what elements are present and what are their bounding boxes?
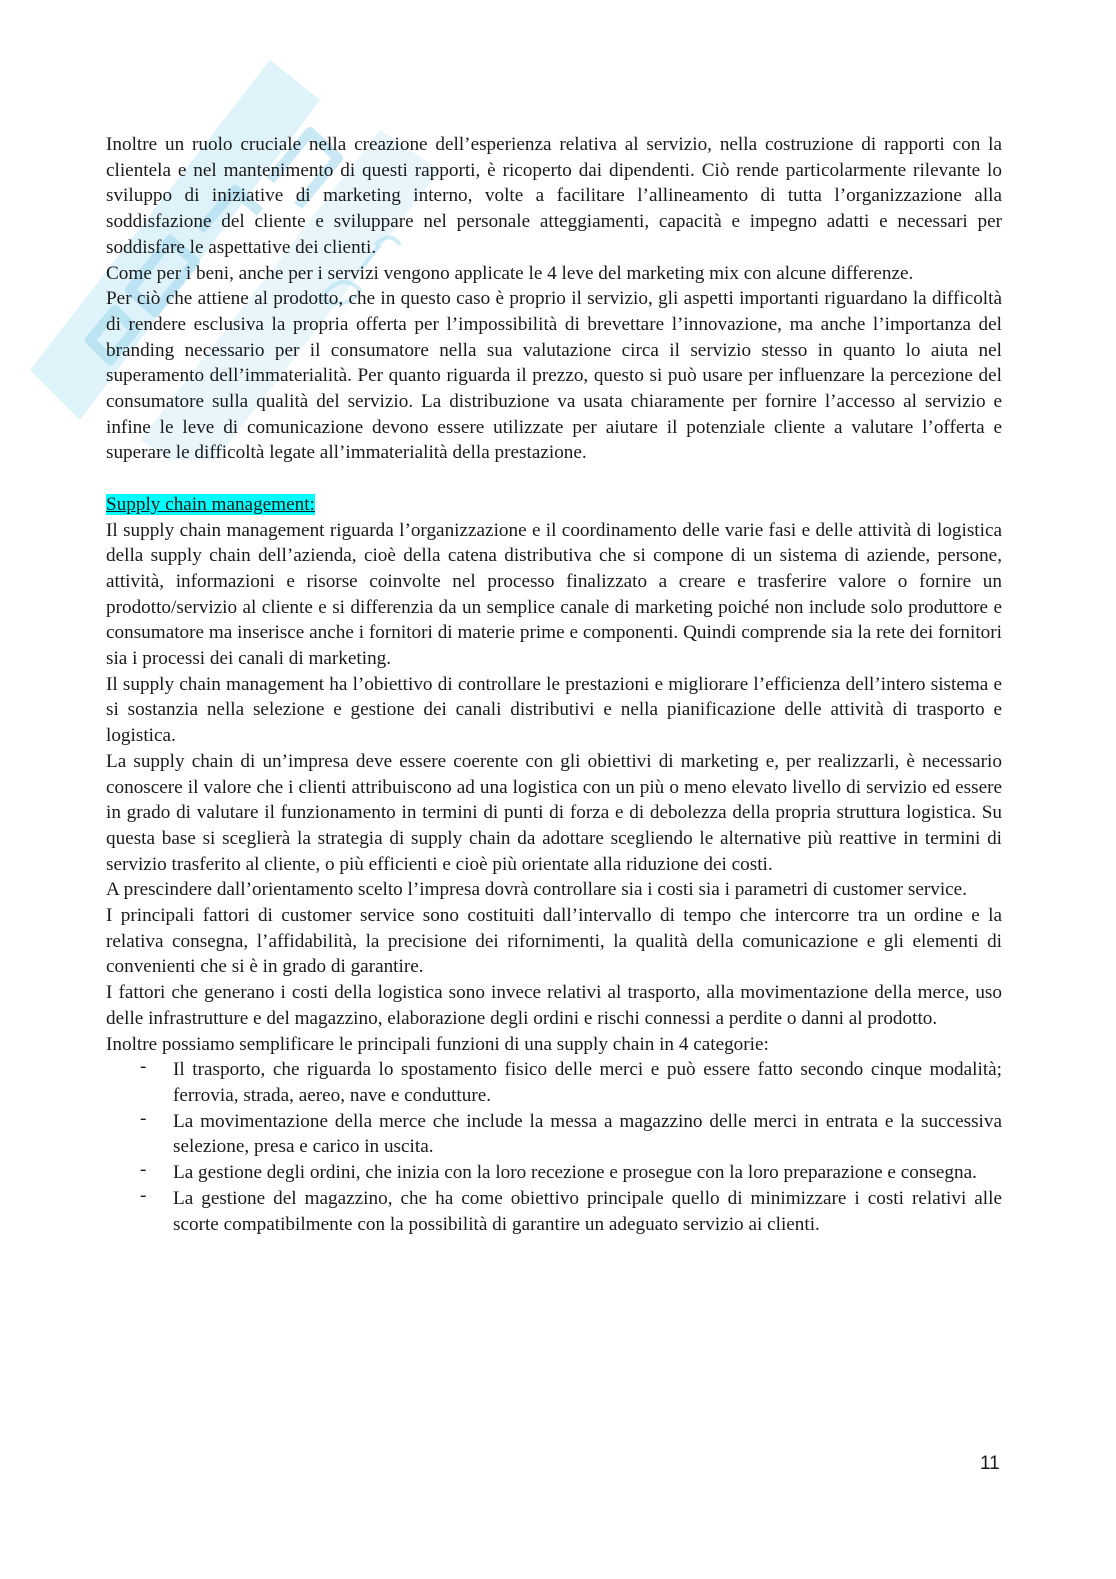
paragraph: Inoltre un ruolo cruciale nella creazione dell’esperienza relativa al servizio, nella costruzione di rapporti con la clientela e nel mantenimento di questi rapporti, è ricoperto dai dipendenti. Ciò rende particolarmente rilevante lo sviluppo di iniziative di marketing interno, volte a facilitare l’allineamento di tutta l’organizzazione alla soddisfazione del cliente e sviluppare nel personale atteggiamenti, capacità e impegno adatti e necessari per soddisfare le aspettative dei clienti. xyxy=(106,134,1002,258)
blank-line xyxy=(106,466,1002,492)
list-item-text: Il trasporto, che riguarda lo spostamento fisico delle merci e può essere fatto secondo cinque modalità; ferrovia, strada, aereo, nave e condutture. xyxy=(173,1059,1002,1106)
section-heading-highlight: Supply chain management: xyxy=(106,493,315,515)
paragraph: Il supply chain management riguarda l’organizzazione e il coordinamento delle varie fasi e delle attività di logistica della supply chain dell’azienda, cioè della catena distributiva che si compone di un sistema di aziende, persone, attività, informazioni e risorse coinvolte nel processo finalizzato a creare e trasferire valore o fornire un prodotto/servizio al cliente e si differenzia da un semplice canale di marketing poiché non include solo produttore e consumatore ma inserisce anche i fornitori di materie prime e componenti. Quindi comprende sia la rete dei fornitori sia i processi dei canali di marketing. xyxy=(106,519,1002,670)
paragraph: La supply chain di un’impresa deve essere coerente con gli obiettivi di marketing e, per realizzarli, è necessario conoscere il valore che i clienti attribuiscono ad una logistica con un più o meno elevato livello di servizio ed essere in grado di valutare il funzionamento in termini di punti di forza e di debolezza della propria struttura logistica. Su questa base si sceglierà la strategia di supply chain da adottare scegliendo le alternative più reattive in termini di servizio trasferito al cliente, o più efficienti e cioè più orientate alla riduzione dei costi. xyxy=(106,750,1002,875)
list-item-text: La gestione degli ordini, che inizia con la loro recezione e prosegue con la loro preparazione e consegna. xyxy=(173,1162,977,1184)
section-heading xyxy=(106,492,1002,518)
list-item-text: La gestione del magazzino, che ha come obiettivo principale quello di minimizzare i costi relativi alle scorte compatibilmente con la possibilità di garantire un adeguato servizio ai clienti. xyxy=(173,1187,1002,1235)
bullet-dash: - xyxy=(140,1056,147,1078)
paragraph: A prescindere dall’orientamento scelto l’impresa dovrà controllare sia i costi sia i parametri di customer service. xyxy=(106,879,967,901)
paragraph: I principali fattori di customer service sono costituiti dall’intervallo di tempo che intercorre tra un ordine e la relativa consegna, l’affidabilità, la precisione dei rifornimenti, la qualità della comunicazione e gli elementi di convenienti che si è in grado di garantire. xyxy=(106,905,1002,978)
bullet-list xyxy=(106,1057,1002,1237)
bullet-dash: - xyxy=(140,1184,147,1206)
paragraph: Inoltre possiamo semplificare le principali funzioni di una supply chain in 4 categorie: xyxy=(106,1033,769,1055)
bullet-dash: - xyxy=(140,1159,147,1181)
list-item-text: La movimentazione della merce che include la messa a magazzino delle merci in entrata e la successiva selezione, presa e carico in uscita. xyxy=(173,1110,1002,1158)
list-item xyxy=(106,1160,1002,1186)
page-number: 11 xyxy=(980,1453,1000,1474)
paragraph: Come per i beni, anche per i servizi vengono applicate le 4 leve del marketing mix con alcune differenze. xyxy=(106,262,914,284)
paragraph: I fattori che generano i costi della logistica sono invece relativi al trasporto, alla movimentazione della merce, uso delle infrastrutture e del magazzino, elaborazione degli ordini e rischi connessi a perdite o danni al prodotto. xyxy=(106,982,1002,1029)
paragraph: Per ciò che attiene al prodotto, che in questo caso è proprio il servizio, gli aspetti importanti riguardano la difficoltà di rendere esclusiva la propria offerta per l’impossibilità di brevettare l’innovazione, ma anche l’importanza del branding necessario per il consumatore nella sua valutazione circa il servizio stesso in quanto lo aiuta nel superamento dell’immaterialità. Per quanto riguarda il prezzo, questo si può usare per influenzare la percezione del consumatore sulla qualità del servizio. La distribuzione va usata chiaramente per fornire l’accesso al servizio e infine le leve di comunicazione devono essere utilizzate per aiutare il potenziale cliente a valutare l’offerta e superare le difficoltà legate all’immaterialità della prestazione. xyxy=(106,288,1002,464)
paragraph: Il supply chain management ha l’obiettivo di controllare le prestazioni e migliorare l’efficienza dell’intero sistema e si sostanzia nella selezione e gestione dei canali distributivi e nella pianificazione delle attività di trasporto e logistica. xyxy=(106,673,1002,747)
bullet-dash: - xyxy=(140,1107,147,1129)
list-item xyxy=(106,1057,1002,1108)
list-item xyxy=(106,1186,1002,1237)
document-body xyxy=(106,132,1002,1237)
list-item xyxy=(106,1109,1002,1160)
